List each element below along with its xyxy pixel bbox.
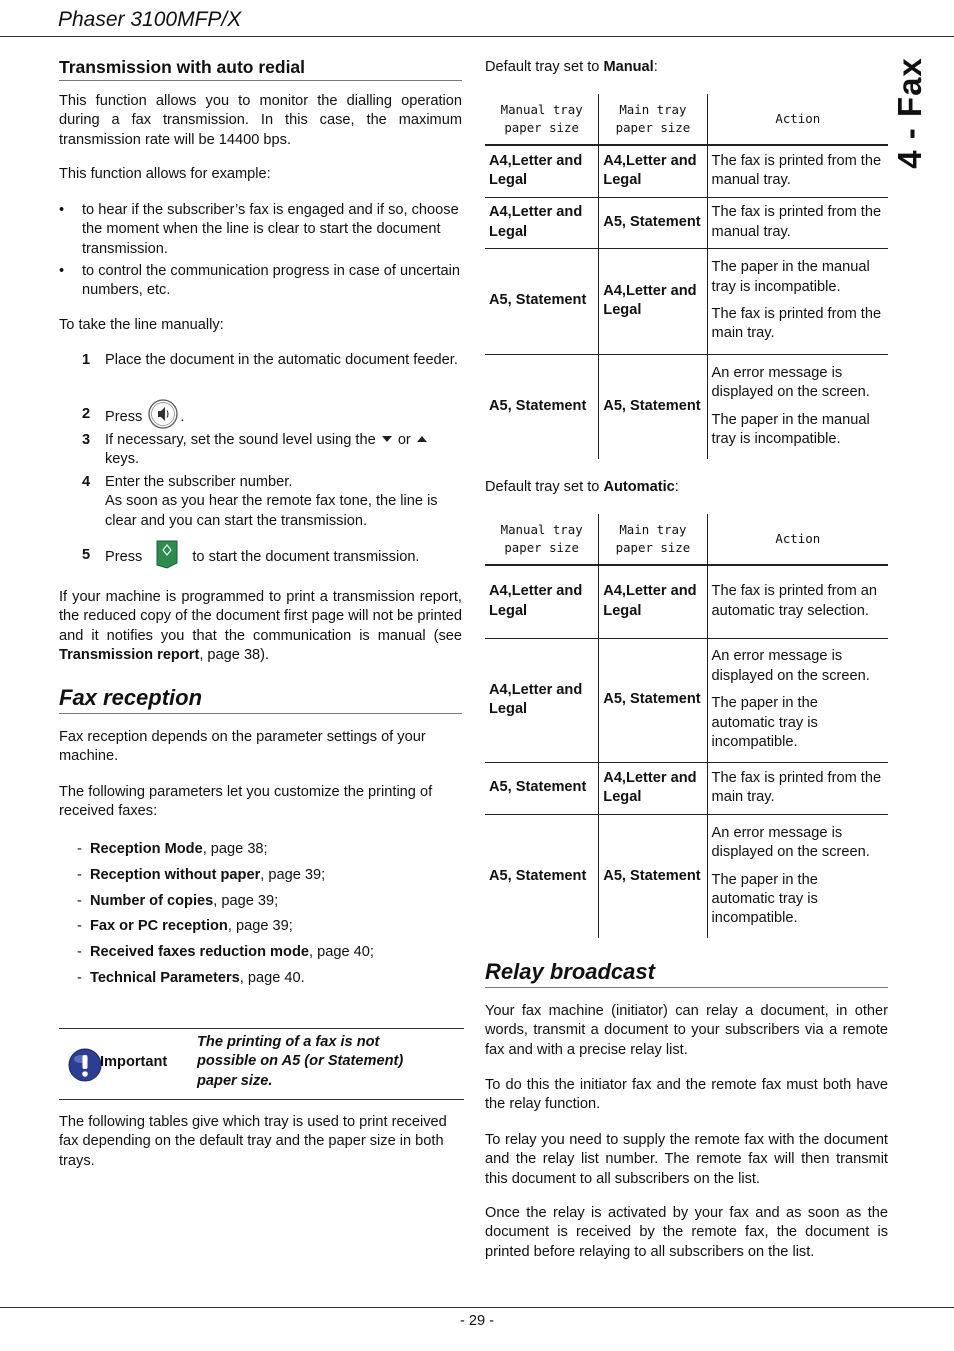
table-cell: A5, Statement <box>599 354 707 459</box>
auto-redial-intro: This function allows you to monitor the dialling operation during a fax transmission. In this case, the maximum transmission rate will be 14400 bps. <box>59 93 462 148</box>
tables-intro: The following tables give which tray is used to print received fax depending on the default tray and the paper size in both trays. <box>59 1114 447 1169</box>
table-cell: A5, Statement <box>599 638 707 762</box>
step-number: 4 <box>82 474 91 490</box>
column-header: Main tray paper size <box>599 514 707 565</box>
important-note-box <box>59 1028 464 1100</box>
step-text: Press <box>105 409 143 426</box>
step-text: Press <box>105 549 143 566</box>
automatic-table-caption: Default tray set to Automatic: <box>485 479 679 495</box>
section-title-fax-reception: Fax reception <box>59 685 462 714</box>
table-row <box>485 565 888 638</box>
step-text: . <box>180 409 185 426</box>
section-title-auto-redial: Transmission with auto redial <box>59 57 462 81</box>
list-item: - Reception without paper, page 39; <box>77 866 326 883</box>
table-row <box>485 145 888 197</box>
table-cell: A5, Statement <box>599 814 707 938</box>
table-cell: The fax is printed from the main tray. <box>707 762 888 814</box>
table-cell: A4,Letter and Legal <box>485 638 599 762</box>
table-row <box>485 197 888 248</box>
manual-table-caption: Default tray set to Manual: <box>485 59 658 75</box>
bullet-marker: • <box>59 202 65 218</box>
table-cell: The fax is printed from an automatic tray selection. <box>707 565 888 638</box>
table-cell: A5, Statement <box>485 354 599 459</box>
table-cell: An error message is displayed on the screen. The paper in the manual tray is incompatible. <box>707 354 888 459</box>
column-header: Manual tray paper size <box>485 514 599 565</box>
table-cell: A5, Statement <box>599 197 707 248</box>
bullet-marker: • <box>59 263 65 279</box>
transmission-report-link-text: Transmission report <box>59 647 200 664</box>
step-number: 2 <box>82 406 91 422</box>
important-text: The printing of a fax is not possible on A5 (or Statement) paper size. <box>197 1034 404 1089</box>
transmission-report-note: If your machine is programmed to print a transmission report, the reduced copy of the document first page will not be printed and it notifies you that the communication is manual (see Transmission report, page 38). <box>59 589 462 664</box>
steps-list <box>59 351 462 571</box>
table-row <box>485 354 888 459</box>
list-item: - Number of copies, page 39; <box>77 892 279 909</box>
automatic-tray-table <box>485 514 888 938</box>
step-5 <box>105 538 462 576</box>
column-header: Main tray paper size <box>599 94 707 145</box>
footer-rule <box>0 1307 954 1308</box>
table-cell: A4,Letter and Legal <box>599 565 707 638</box>
step-number: 5 <box>82 547 91 563</box>
chapter-side-tab <box>890 58 930 168</box>
list-item: - Technical Parameters, page 40. <box>77 969 305 986</box>
column-header: Manual tray paper size <box>485 94 599 145</box>
reception-params-intro: The following parameters let you customize the printing of received faxes: <box>59 784 433 820</box>
step-text: to start the document transmission. <box>192 549 420 566</box>
table-cell: The fax is printed from the manual tray. <box>707 145 888 197</box>
relay-paragraph-3: To relay you need to supply the remote fax with the document and the relay list number. The remote fax will then transmit this document to all subscribers on the list. <box>485 1132 888 1187</box>
up-arrow-key-icon <box>415 432 429 448</box>
table-cell: The paper in the manual tray is incompatible. The fax is printed from the main tray. <box>707 248 888 354</box>
table-row <box>485 814 888 938</box>
table-cell: The fax is printed from the manual tray. <box>707 197 888 248</box>
list-item: - Fax or PC reception, page 39; <box>77 918 293 935</box>
important-icon <box>68 1048 102 1086</box>
table-row <box>485 638 888 762</box>
manual-tray-table <box>485 94 888 459</box>
table-cell: A5, Statement <box>485 248 599 354</box>
reception-intro: Fax reception depends on the parameter settings of your machine. <box>59 729 426 765</box>
step-number: 1 <box>82 352 91 368</box>
example-intro: This function allows for example: <box>59 166 271 182</box>
step-4 <box>105 473 462 531</box>
table-cell: A4,Letter and Legal <box>485 565 599 638</box>
table-header-row <box>485 514 888 565</box>
step-text: or <box>397 432 411 448</box>
step-text: Enter the subscriber number. <box>105 474 293 490</box>
relay-paragraph-1: Your fax machine (initiator) can relay a document, in other words, transmit a document to your subscribers via a remote fax and with a precise relay list. <box>485 1003 888 1058</box>
table-cell: An error message is displayed on the screen. The paper in the automatic tray is incompatible. <box>707 638 888 762</box>
column-header: Action <box>775 111 821 126</box>
relay-paragraph-4: Once the relay is activated by your fax and as soon as the document is received by the remote fax, the document is printed before relaying to all subscribers on the list. <box>485 1205 888 1260</box>
table-cell: An error message is displayed on the screen. The paper in the automatic tray is incompatible. <box>707 814 888 938</box>
table-header-row <box>485 94 888 145</box>
table-row <box>485 762 888 814</box>
column-header: Action <box>775 531 821 546</box>
list-item: to hear if the subscriber’s fax is engaged and if so, choose the moment when the line is clear to start the document transmission. <box>82 202 459 257</box>
page-number: - 29 - <box>459 1313 495 1329</box>
start-key-icon <box>154 538 180 576</box>
manual-line-intro: To take the line manually: <box>59 317 224 333</box>
table-cell: A4,Letter and Legal <box>599 145 707 197</box>
header-rule <box>0 36 954 37</box>
section-title-relay-broadcast: Relay broadcast <box>485 959 888 988</box>
list-item: - Received faxes reduction mode, page 40; <box>77 944 374 961</box>
table-cell: A4,Letter and Legal <box>485 145 599 197</box>
table-cell: A5, Statement <box>485 762 599 814</box>
step-text: Place the document in the automatic document feeder. <box>105 352 458 368</box>
step-3 <box>105 431 462 470</box>
reception-params-list <box>59 837 462 992</box>
table-cell: A4,Letter and Legal <box>485 197 599 248</box>
table-cell: A5, Statement <box>485 814 599 938</box>
list-item: to control the communication progress in case of uncertain numbers, etc. <box>82 263 461 299</box>
relay-paragraph-2: To do this the initiator fax and the remote fax must both have the relay function. <box>485 1077 888 1113</box>
document-header-title: Phaser 3100MFP/X <box>58 8 242 31</box>
list-item: - Reception Mode, page 38; <box>77 841 268 857</box>
important-label: Important <box>100 1054 168 1070</box>
step-text: keys. <box>105 451 140 468</box>
table-cell: A4,Letter and Legal <box>599 248 707 354</box>
down-arrow-key-icon <box>380 432 394 448</box>
step-text: If necessary, set the sound level using the <box>105 432 376 448</box>
table-row <box>485 248 888 354</box>
example-bullet-list <box>59 201 462 301</box>
step-number: 3 <box>82 432 91 448</box>
table-cell: A4,Letter and Legal <box>599 762 707 814</box>
step-text: As soon as you hear the remote fax tone, the line is clear and you can start the transmission. <box>105 493 438 529</box>
chapter-side-tab-label: 4 - Fax <box>891 57 928 169</box>
